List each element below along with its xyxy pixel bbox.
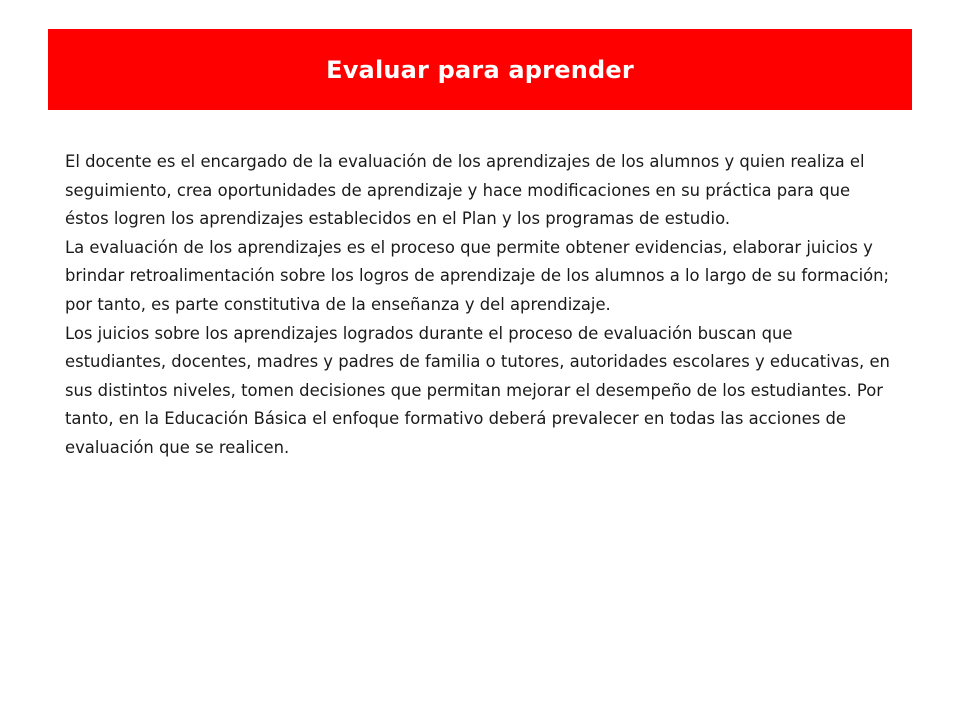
- slide-title: Evaluar para aprender: [326, 55, 634, 84]
- paragraph-docente: El docente es el encargado de la evaluación de los aprendizajes de los alumnos y quien realiza el seguimiento, crea oportunidades de aprendizaje y hace modificaciones en su práctica para que éstos logren los aprendizajes establecidos en el Plan y los programas de estudio.: [65, 152, 865, 229]
- paragraph-evaluacion: La evaluación de los aprendizajes es el proceso que permite obtener evidencias, elaborar juicios y brindar retroalimentación sobre los logros de aprendizaje de los alumnos a lo largo de su formación; por tanto, es parte constitutiva de la enseñanza y del aprendizaje.: [65, 237, 890, 314]
- title-banner: [48, 29, 912, 110]
- body-text: [65, 148, 895, 463]
- paragraph-juicios: Los juicios sobre los aprendizajes logrados durante el proceso de evaluación buscan que estudiantes, docentes, madres y padres de familia o tutores, autoridades escolares y educativas, en sus distintos niveles, tomen decisiones que permitan mejorar el desempeño de los estudiantes. Por tanto, en la Educación Básica el enfoque formativo deberá prevalecer en todas las acciones de evaluación que se realicen.: [65, 323, 890, 457]
